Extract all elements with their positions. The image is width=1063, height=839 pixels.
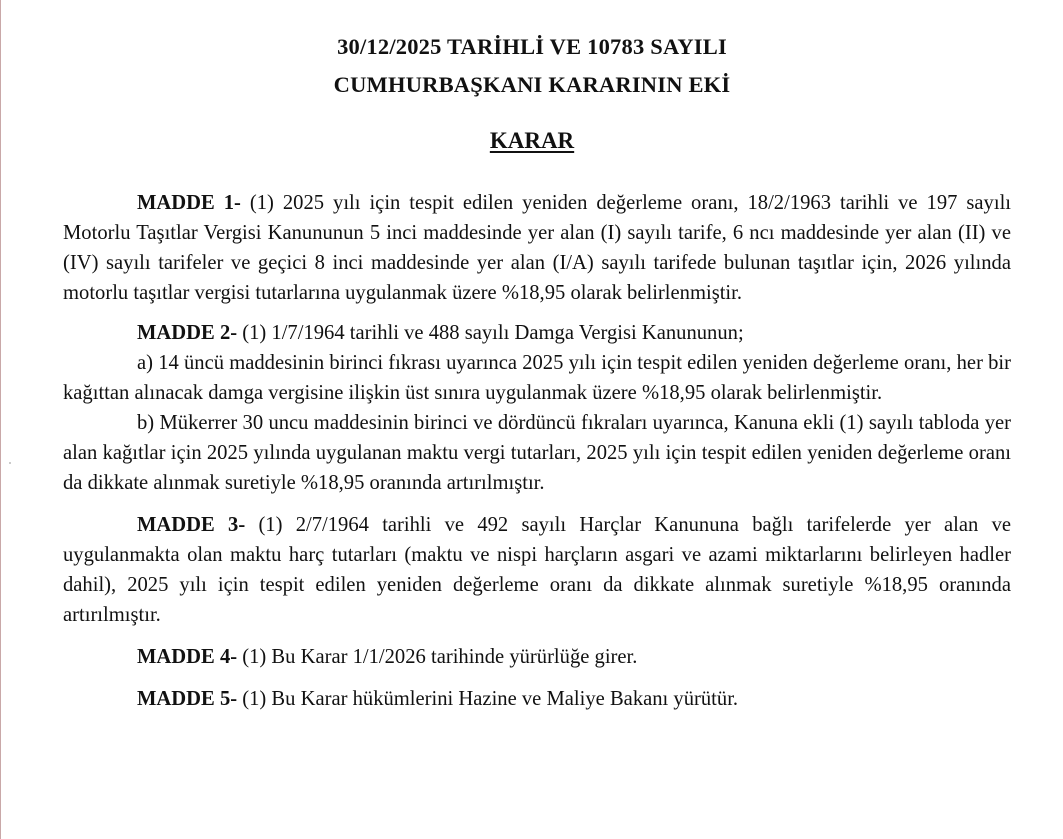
scan-speck <box>9 462 11 464</box>
article-5-text: (1) Bu Karar hükümlerini Hazine ve Maliye Bakanı yürütür. <box>237 688 739 710</box>
article-2 <box>63 318 1011 348</box>
article-2-item-b: b) Mükerrer 30 uncu maddesinin birinci ve dördüncü fıkraları uyarınca, Kanuna ekli (1) sayılı tabloda yer alan kağıtlar için 2025 yılında uygulanan maktu vergi tutarları, 2025 yılı için tespit edilen yeniden değerleme oranı da dikkate alınmak suretiyle %18,95 oranında artırılmıştır. <box>63 412 1011 494</box>
article-2-item-a: a) 14 üncü maddesinin birinci fıkrası uyarınca 2025 yılı için tespit edilen yeniden değerleme oranı, her bir kağıttan alınacak damga vergisine ilişkin üst sınıra uygulanmak üzere %18,95 olarak belirlenmiştir. <box>63 352 1011 404</box>
article-1 <box>63 188 1011 308</box>
article-5 <box>63 684 1011 714</box>
article-3-label: MADDE 3- <box>137 514 246 536</box>
article-3 <box>63 510 1011 630</box>
article-2-text: (1) 1/7/1964 tarihli ve 488 sayılı Damga Vergisi Kanununun; <box>237 322 744 344</box>
article-1-text: (1) 2025 yılı için tespit edilen yeniden değerleme oranı, 18/2/1963 tarihli ve 197 sayılı Motorlu Taşıtlar Vergisi Kanununun 5 inci maddesinde yer alan (I) sayılı tarife, 6 ncı maddesinde yer alan (II) ve (IV) sayılı tarifeler ve geçici 8 inci maddesinde yer alan (I/A) sayılı tarifede bulunan taşıtlar için, 2026 yılında motorlu taşıtlar vergisi tutarlarına uygulanmak üzere %18,95 olarak belirlenmiştir. <box>63 192 1012 304</box>
decision-title <box>1 124 1063 158</box>
article-4-text: (1) Bu Karar 1/1/2026 tarihinde yürürlüğe girer. <box>237 646 638 668</box>
header-line-1: 30/12/2025 TARİHLİ VE 10783 SAYILI <box>337 34 727 59</box>
article-5-label: MADDE 5- <box>137 688 238 710</box>
document-body <box>63 188 1011 714</box>
document-header <box>1 28 1063 104</box>
decision-title-text: KARAR <box>489 128 575 153</box>
article-2-label: MADDE 2- <box>137 322 238 344</box>
article-1-label: MADDE 1- <box>137 192 241 214</box>
article-4-label: MADDE 4- <box>137 646 238 668</box>
article-4 <box>63 642 1011 672</box>
article-3-text: (1) 2/7/1964 tarihli ve 492 sayılı Harçlar Kanununa bağlı tarifelerde yer alan ve uygulanmakta olan maktu harç tutarları (maktu ve nispi harçların asgari ve azami miktarlarını belirleyen hadler dahil), 2025 yılı için tespit edilen yeniden değerleme oranı da dikkate alınmak suretiyle %18,95 oranında artırılmıştır. <box>63 514 1012 626</box>
header-line-2: CUMHURBAŞKANI KARARININ EKİ <box>333 72 731 97</box>
